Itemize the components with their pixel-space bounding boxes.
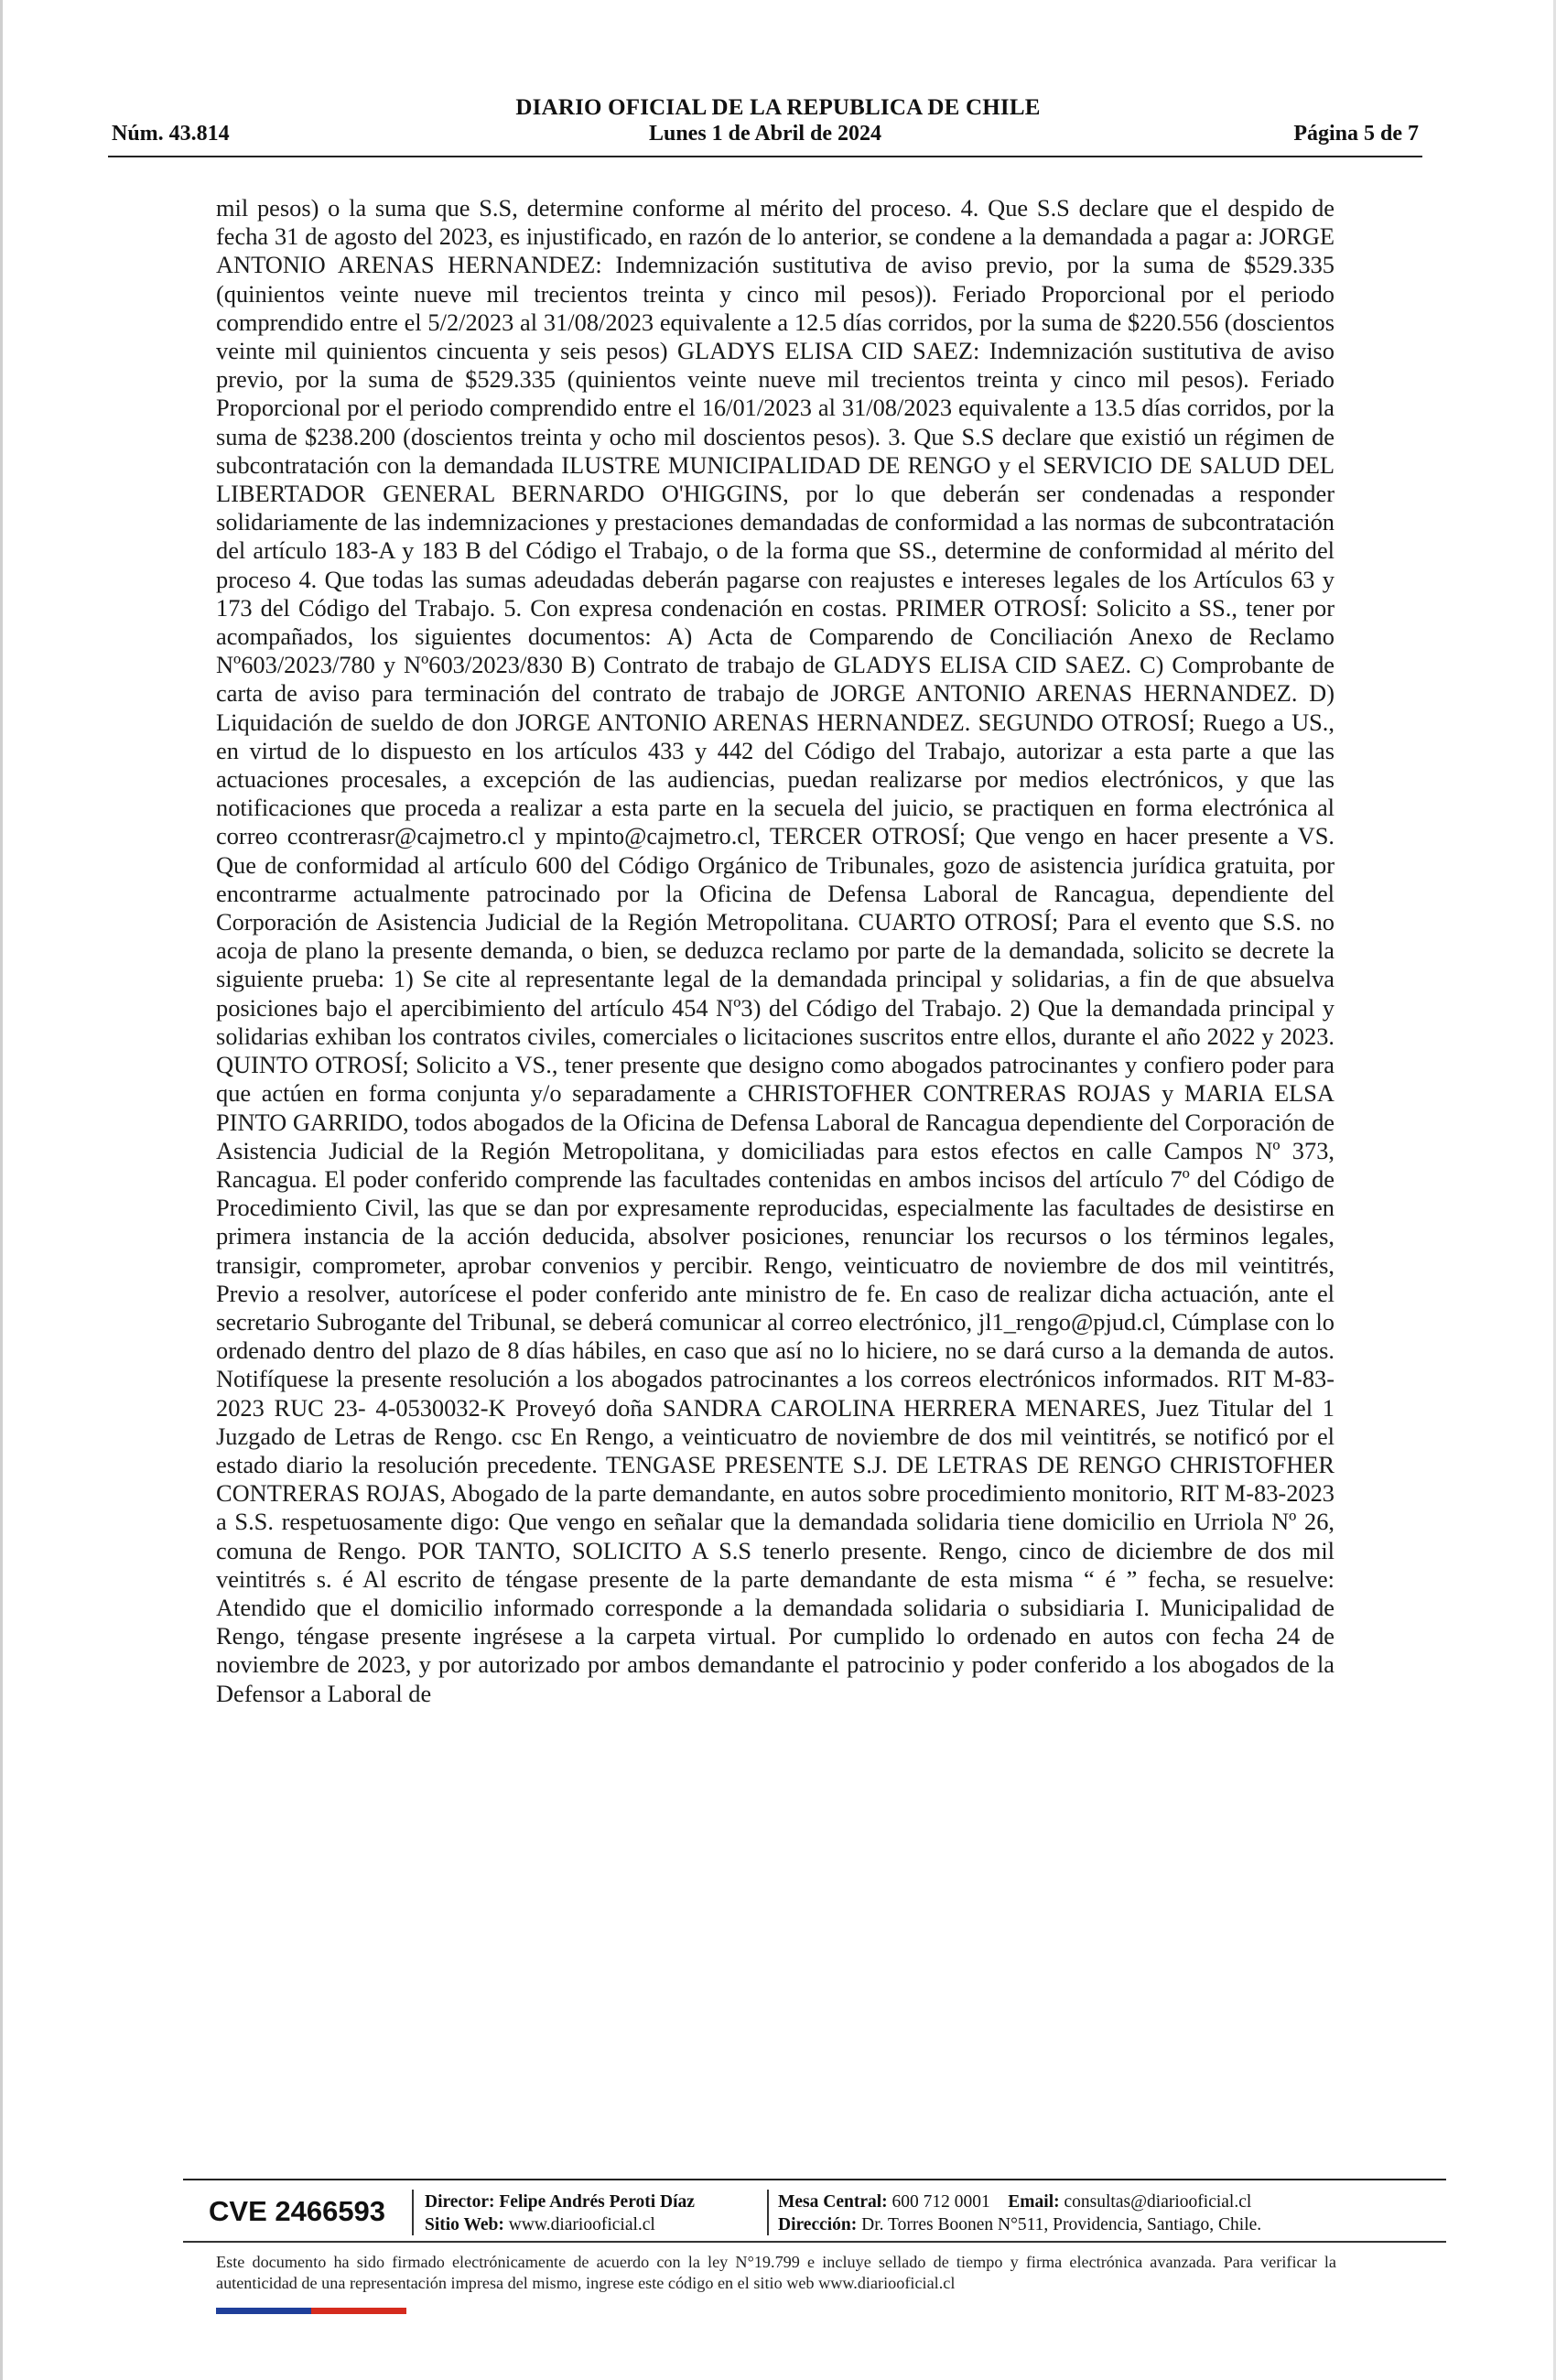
footer-separator (767, 2190, 769, 2235)
director-name: Felipe Andrés Peroti Díaz (499, 2192, 695, 2212)
issue-number: Núm. 43.814 (112, 122, 230, 146)
address-label: Dirección: (778, 2215, 858, 2234)
header-row (112, 122, 1419, 149)
address-value: Dr. Torres Boonen N°511, Providencia, Santiago, Chile. (861, 2215, 1262, 2234)
flag-blue-segment (216, 2308, 311, 2314)
chile-flag-stripe (216, 2308, 406, 2314)
footer-divider-top (183, 2179, 1446, 2180)
website-link[interactable]: www.diariooficial.cl (508, 2215, 655, 2234)
cve-code: CVE 2466593 (209, 2195, 386, 2227)
email-label: Email: (1008, 2192, 1060, 2212)
header-divider (108, 156, 1422, 157)
electronic-signature-notice: Este documento ha sido firmado electrónicamente de acuerdo con la ley N°19.799 e incluye sellado de tiempo y firma electrónica avanzada. Para verificar la autenticidad de una representación impresa del mismo, ingrese este código en el sitio web www.diariooficial.cl (216, 2253, 1336, 2292)
gazette-title: DIARIO OFICIAL DE LA REPUBLICA DE CHILE (515, 95, 1041, 120)
footer-contact-block (778, 2191, 1261, 2236)
issue-date: Lunes 1 de Abril de 2024 (648, 122, 882, 146)
director-label: Director: (425, 2192, 495, 2212)
website-label: Sitio Web: (425, 2215, 504, 2234)
footer-director-block (425, 2191, 695, 2236)
mesa-phone: 600 712 0001 (891, 2192, 990, 2212)
flag-red-segment (311, 2308, 406, 2314)
mesa-label: Mesa Central: (778, 2192, 888, 2212)
document-body-text: mil pesos) o la suma que S.S, determine conforme al mérito del proceso. 4. Que S.S declare que el despido de fecha 31 de agosto del 2023, es injustificado, en razón de lo anterior, se condene a la demandada a pagar a: JORGE ANTONIO ARENAS HERNANDEZ: Indemnización sustitutiva de aviso previo, por la suma de $529.335 (quinientos veinte nueve mil trecientos treinta y cinco mil pesos)). Feriado Proporcional por el periodo comprendido entre el 5/2/2023 al 31/08/2023 equivalente a 12.5 días corridos, por la suma de $220.556 (doscientos veinte mil quinientos cincuenta y seis pesos) GLADYS ELISA CID SAEZ: Indemnización sustitutiva de aviso previo, por la suma de $529.335 (quinientos veinte nueve mil trecientos treinta y cinco mil pesos). Feriado Proporcional por el periodo comprendido entre el 16/01/2023 al 31/08/2023 equivalente a 13.5 días corridos, por la suma de $238.200 (doscientos treinta y ocho mil doscientos pesos). 3. Que S.S declare que existió un régimen de subcontratación con la demandada ILUSTRE MUNICIPALIDAD DE RENGO y el SERVICIO DE SALUD DEL LIBERTADOR GENERAL BERNARDO O'HIGGINS, por lo que deberán ser condenadas a responder solidariamente de las indemnizaciones y prestaciones demandadas de conformidad a las normas de subcontratación del artículo 183-A y 183 B del Código el Trabajo, o de la forma que SS., determine de conformidad al mérito del proceso 4. Que todas las sumas adeudadas deberán pagarse con reajustes e intereses legales de los Artículos 63 y 173 del Código del Trabajo. 5. Con expresa condenación en costas. PRIMER OTROSÍ: Solicito a SS., tener por acompañados, los siguientes documentos: A) Acta de Comparendo de Conciliación Anexo de Reclamo Nº603/2023/780 y Nº603/2023/830 B) Contrato de trabajo de GLADYS ELISA CID SAEZ. C) Comprobante de carta de aviso para terminación del contrato de trabajo de JORGE ANTONIO ARENAS HERNANDEZ. D) Liquidación de sueldo de don JORGE ANTONIO ARENAS HERNANDEZ. SEGUNDO OTROSÍ; Ruego a US., en virtud de lo dispuesto en los artículos 433 y 442 del Código del Trabajo, autorizar a esta parte a que las actuaciones procesales, a excepción de las audiencias, puedan realizarse por medios electrónicos, y que las notificaciones que proceda a realizar a esta parte en la secuela del juicio, se practiquen en forma electrónica al correo ccontrerasr@cajmetro.cl y mpinto@cajmetro.cl, TERCER OTROSÍ; Que vengo en hacer presente a VS. Que de conformidad al artículo 600 del Código Orgánico de Tribunales, gozo de asistencia jurídica gratuita, por encontrarme actualmente patrocinado por la Oficina de Defensa Laboral de Rancagua, dependiente del Corporación de Asistencia Judicial de la Región Metropolitana. CUARTO OTROSÍ; Para el evento que S.S. no acoja de plano la presente demanda, o bien, se deduzca reclamo por parte de la demandada, solicito se decrete la siguiente prueba: 1) Se cite al representante legal de la demandada principal y solidarias, a fin de que absuelva posiciones bajo el apercibimiento del artículo 454 Nº3) del Código del Trabajo. 2) Que la demandada principal y solidarias exhiban los contratos civiles, comerciales o licitaciones suscritos entre ellos, durante el año 2022 y 2023. QUINTO OTROSÍ; Solicito a VS., tener presente que designo como abogados patrocinantes y confiero poder para que actúen en forma conjunta y/o separadamente a CHRISTOFHER CONTRERAS ROJAS y MARIA ELSA PINTO GARRIDO, todos abogados de la Oficina de Defensa Laboral de Rancagua dependiente del Corporación de Asistencia Judicial de la Región Metropolitana, y domiciliadas para estos efectos en calle Campos Nº 373, Rancagua. El poder conferido comprende las facultades contenidas en ambos incisos del artículo 7º del Código de Procedimiento Civil, las que se dan por expresamente reproducidas, especialmente las facultades de desistirse en primera instancia de la acción deducida, absolver posiciones, renunciar los recursos o los términos legales, transigir, comprometer, aprobar convenios y percibir. Rengo, veinticuatro de noviembre de dos mil veintitrés, Previo a resolver, autorícese el poder conferido ante ministro de fe. En caso de realizar dicha actuación, ante el secretario Subrogante del Tribunal, se deberá comunicar al correo electrónico, jl1_rengo@pjud.cl, Cúmplase con lo ordenado dentro del plazo de 8 días hábiles, en caso que así no lo hiciere, no se dará curso a la demanda de autos. Notifíquese la presente resolución a los abogados patrocinantes a los correos electrónicos informados. RIT M-83-2023 RUC 23- 4-0530032-K Proveyó doña SANDRA CAROLINA HERRERA MENARES, Juez Titular del 1 Juzgado de Letras de Rengo. csc En Rengo, a veinticuatro de noviembre de dos mil veintitrés, se notificó por el estado diario la resolución precedente. TENGASE PRESENTE S.J. DE LETRAS DE RENGO CHRISTOFHER CONTRERAS ROJAS, Abogado de la parte demandante, en autos sobre procedimiento monitorio, RIT M-83-2023 a S.S. respetuosamente digo: Que vengo en señalar que la demandada solidaria tiene domicilio en Urriola Nº 26, comuna de Rengo. POR TANTO, SOLICITO A S.S tenerlo presente. Rengo, cinco de diciembre de dos mil veintitrés s. é Al escrito de téngase presente de la parte demandante de esta misma “ é ” fecha, se resuelve: Atendido que el domicilio informado corresponde a la demandada solidaria o subsidiaria I. Municipalidad de Rengo, téngase presente ingrésese a la carpeta virtual. Por cumplido lo ordenado en autos con fecha 24 de noviembre de 2023, y por autorizado por ambos demandante el patrocinio y poder conferido a los abogados de la Defensor a Laboral de (216, 194, 1334, 1707)
page-indicator: Página 5 de 7 (1293, 122, 1419, 146)
footer-divider-bottom (183, 2241, 1446, 2243)
footer-separator (412, 2190, 414, 2235)
email-link[interactable]: consultas@diariooficial.cl (1064, 2192, 1252, 2212)
